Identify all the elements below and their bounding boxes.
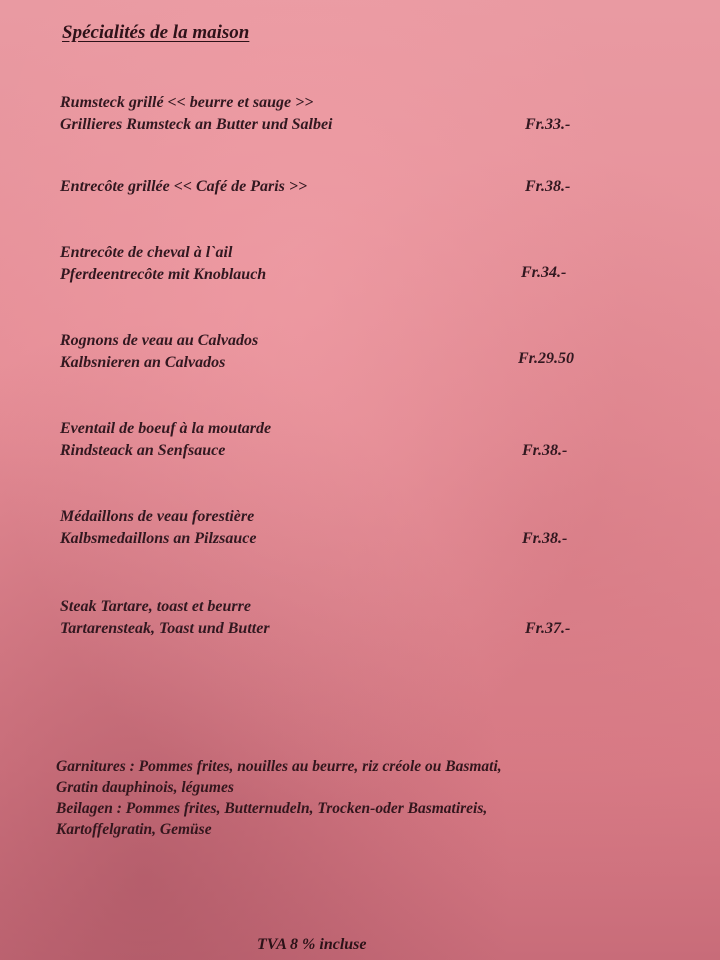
vat-note: TVA 8 % incluse: [257, 936, 367, 953]
menu-item: [60, 506, 660, 550]
garnish-fr-line-1: Garnitures : Pommes frites, nouilles au beurre, riz créole ou Basmati,: [56, 758, 502, 775]
garnish-de-line-1: Beilagen : Pommes frites, Butternudeln, Trocken-oder Basmatireis,: [56, 800, 488, 817]
dish-name-de: Rindsteack an Senfsauce: [60, 442, 226, 459]
dish-price: Fr.34.-: [521, 264, 567, 281]
dish-name-de: Kalbsmedaillons an Pilzsauce: [60, 530, 257, 547]
dish-name-fr: Entrecôte de cheval à l`ail: [60, 244, 233, 261]
garnish-fr-line-2: Gratin dauphinois, légumes: [56, 779, 234, 796]
garnish-de-line-2: Kartoffelgratin, Gemüse: [56, 821, 212, 838]
dish-price: Fr.38.-: [522, 442, 568, 459]
dish-price: Fr.38.-: [525, 178, 571, 195]
dish-price: Fr.38.-: [522, 530, 568, 547]
menu-item: [60, 242, 660, 286]
menu-item: [60, 176, 660, 198]
menu-item: [60, 92, 660, 136]
dish-name-fr: Entrecôte grillée << Café de Paris >>: [60, 178, 308, 195]
dish-price: Fr.33.-: [525, 116, 571, 133]
dish-name-fr: Médaillons de veau forestière: [60, 508, 255, 525]
side-dishes-note: [56, 756, 656, 840]
menu-item: [60, 596, 660, 640]
dish-name-fr: Rognons de veau au Calvados: [60, 332, 259, 349]
dish-name-fr: Steak Tartare, toast et beurre: [60, 598, 251, 615]
menu-item: [60, 330, 660, 374]
dish-name-fr: Eventail de boeuf à la moutarde: [60, 420, 272, 437]
dish-name-de: Pferdeentrecôte mit Knoblauch: [60, 266, 267, 283]
dish-name-de: Tartarensteak, Toast und Butter: [60, 620, 270, 637]
page-title: Spécialités de la maison: [62, 22, 250, 43]
dish-price: Fr.37.-: [525, 620, 571, 637]
dish-name-fr: Rumsteck grillé << beurre et sauge >>: [60, 94, 314, 111]
dish-name-de: Kalbsnieren an Calvados: [60, 354, 226, 371]
menu-item: [60, 418, 660, 462]
dish-price: Fr.29.50: [518, 350, 575, 367]
dish-name-de: Grillieres Rumsteck an Butter und Salbei: [60, 116, 333, 133]
